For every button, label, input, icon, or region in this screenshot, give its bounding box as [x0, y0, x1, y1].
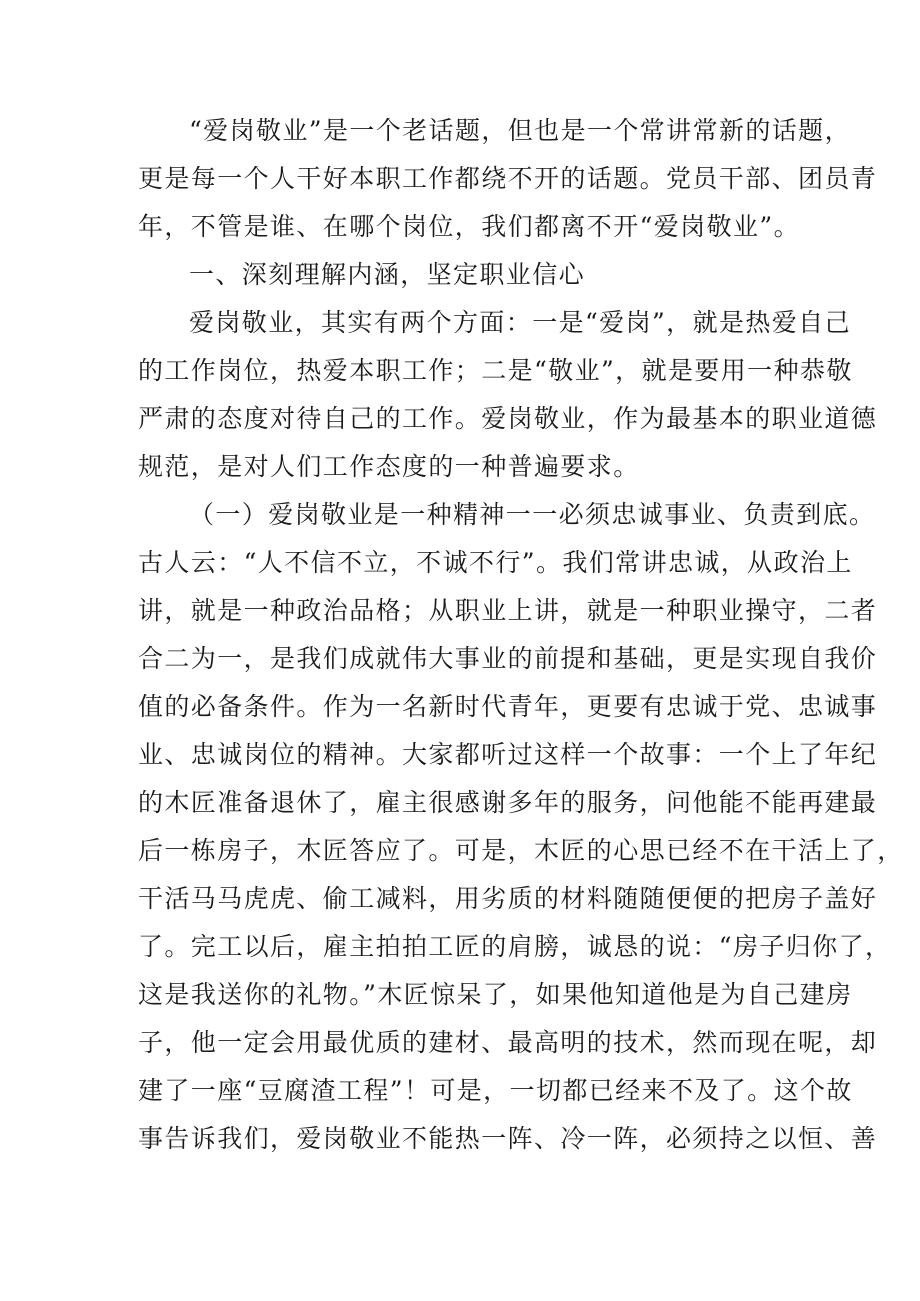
paragraph-line-4: 规范，是对人们工作态度的一种普遍要求。: [138, 452, 640, 481]
intro-line-3: 年，不管是谁、在哪个岗位，我们都离不开“爱岗敬业”。: [138, 212, 800, 241]
body-line-1: 古人云：“人不信不立，不诚不行”。我们常讲忠诚，从政治上: [138, 548, 853, 577]
paragraph-line-1: 爱岗敬业，其实有两个方面：一是“爱岗”，就是热爱自己: [189, 308, 851, 337]
body-line-2: 讲，就是一种政治品格；从职业上讲，就是一种职业操守，二者: [138, 596, 878, 625]
body-line-11: 子，他一定会用最优质的建材、最高明的技术，然而现在呢，却: [138, 1028, 878, 1057]
body-line-13: 事告诉我们，爱岗敬业不能热一阵、冷一阵，必须持之以恒、善: [138, 1124, 878, 1153]
paragraph-line-3: 严肃的态度对待自己的工作。爱岗敬业，作为最基本的职业道德: [138, 404, 878, 433]
intro-line-2: 更是每一个人干好本职工作都绕不开的话题。党员干部、团员青: [138, 164, 878, 193]
body-line-7: 后一栋房子，木匠答应了。可是，木匠的心思已经不在干活上了，: [138, 836, 904, 865]
intro-line-1: “爱岗敬业”是一个老话题，但也是一个常讲常新的话题，: [189, 116, 851, 145]
body-line-4: 值的必备条件。作为一名新时代青年，更要有忠诚于党、忠诚事: [138, 692, 878, 721]
section-heading: 一、深刻理解内涵，坚定职业信心: [189, 260, 586, 289]
body-line-9: 了。完工以后，雇主拍拍工匠的肩膀，诚恳的说：“房子归你了，: [138, 932, 892, 961]
body-line-12: 建了一座“豆腐渣工程”！可是，一切都已经来不及了。这个故: [138, 1076, 853, 1105]
body-line-5: 业、忠诚岗位的精神。大家都听过这样一个故事：一个上了年纪: [138, 740, 878, 769]
body-line-6: 的木匠准备退休了，雇主很感谢多年的服务，问他能不能再建最: [138, 788, 878, 817]
body-line-3: 合二为一，是我们成就伟大事业的前提和基础，更是实现自我价: [138, 644, 878, 673]
subheading-line: （一）爱岗敬业是一种精神一一必须忠诚事业、负责到底。: [189, 500, 876, 529]
body-line-10: 这是我送你的礼物。”木匠惊呆了，如果他知道他是为自己建房: [138, 980, 853, 1009]
body-line-8: 干活马马虎虎、偷工减料，用劣质的材料随随便便的把房子盖好: [138, 884, 878, 913]
paragraph-line-2: 的工作岗位，热爱本职工作；二是“敬业”，就是要用一种恭敬: [138, 356, 853, 385]
